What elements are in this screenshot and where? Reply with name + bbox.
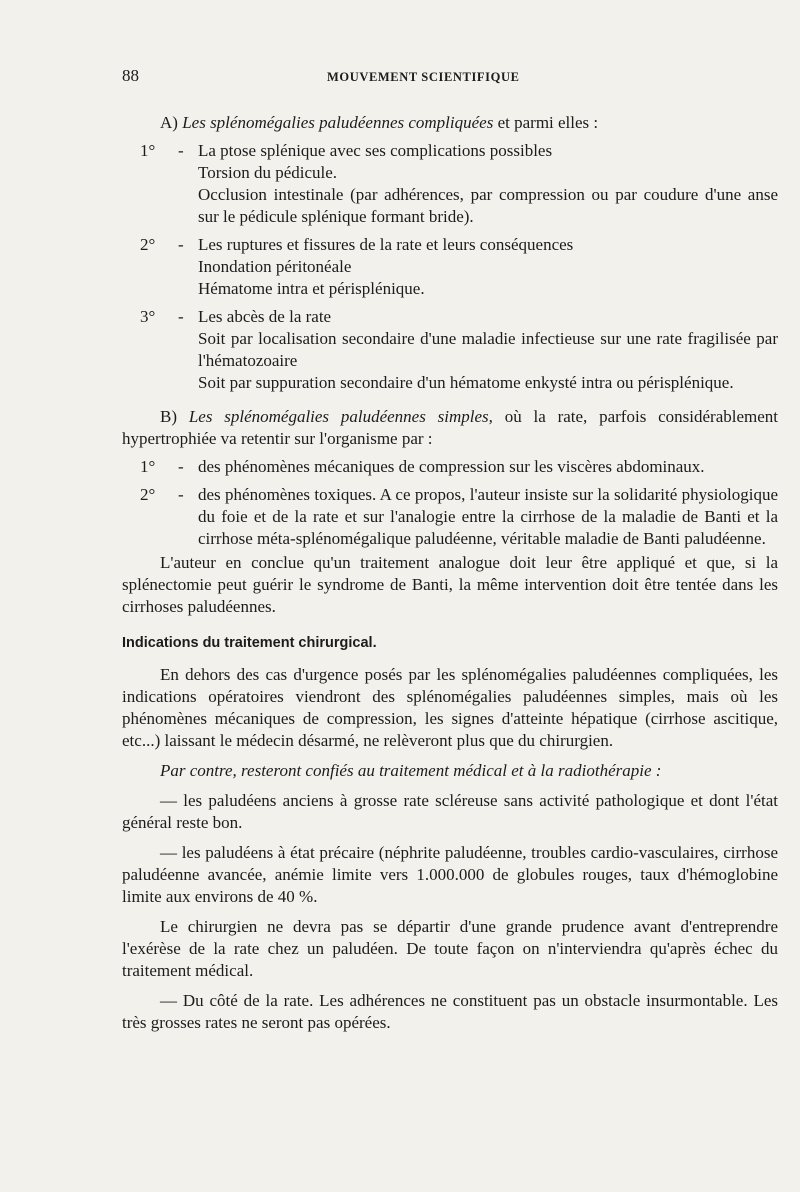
section-a-item-2 xyxy=(122,234,778,300)
paragraph-italic: Par contre, resteront confiés au traitement médical et à la radiothérapie : xyxy=(160,761,662,780)
section-b-item-2 xyxy=(122,484,778,550)
section-a-item-3 xyxy=(122,306,778,394)
section-b-title-rest: où la rate, parfois considérablement hypertrophiée va retentir sur l'organisme par : xyxy=(122,407,779,448)
item-line: La ptose splénique avec ses complications possibles xyxy=(198,141,553,160)
running-title: MOUVEMENT SCIENTIFIQUE xyxy=(327,70,520,84)
section-a-label: A) xyxy=(160,113,178,132)
section-a-title-italic: Les splénomégalies paludéennes compliquées xyxy=(182,113,494,132)
section-a-title xyxy=(122,112,778,134)
section-b-title-italic: Les splénomégalies paludéennes simples, xyxy=(188,407,493,426)
item-number: 2° xyxy=(140,485,156,504)
item-line: des phénomènes mécaniques de compression sur les viscères abdominaux. xyxy=(198,457,705,476)
section-b-item-1 xyxy=(122,456,778,478)
item-line: Hématome intra et périsplénique. xyxy=(198,279,425,298)
item-line: Soit par localisation secondaire d'une maladie infectieuse sur une rate fragilisée par l'hématozoaire xyxy=(198,329,778,370)
section-b-label: B) xyxy=(160,407,177,426)
item-dash: - xyxy=(178,485,184,504)
item-number: 3° xyxy=(140,307,156,326)
item-line: Les abcès de la rate xyxy=(198,307,332,326)
item-line: Les ruptures et fissures de la rate et leurs conséquences xyxy=(198,235,574,254)
section-b-title xyxy=(122,406,778,450)
section-a-title-rest: et parmi elles : xyxy=(493,113,599,132)
section-b-conclusion: L'auteur en conclue qu'un traitement analogue doit leur être appliqué et que, si la splénectomie peut guérir le syndrome de Banti, la même intervention doit être tentée dans les cirrhoses paludéennes. xyxy=(122,553,778,616)
paragraph: En dehors des cas d'urgence posés par les splénomégalies paludéennes compliquées, les indications opératoires viendront des splénomégalies paludéennes simples, mais où les phénomènes mécaniques de compression, les signes d'atteinte hépatique (cirrhose ascitique, etc...) laissant le médecin désarmé, ne relèveront plus que du chirurgien. xyxy=(122,665,778,750)
item-number: 1° xyxy=(140,141,156,160)
item-line: Inondation péritonéale xyxy=(198,257,352,276)
item-dash: - xyxy=(178,235,184,254)
item-number: 2° xyxy=(140,235,156,254)
paragraph: — les paludéens à état précaire (néphrite paludéenne, troubles cardio-vasculaires, cirrhose paludéenne avancée, anémie limite vers 1.000.000 de globules rouges, taux d'hémoglobine limite aux environs de 40 %. xyxy=(122,843,778,906)
item-number: 1° xyxy=(140,457,156,476)
paragraph: — Du côté de la rate. Les adhérences ne constituent pas un obstacle insurmontable. Les très grosses rates ne seront pas opérées. xyxy=(122,991,778,1032)
item-dash: - xyxy=(178,141,184,160)
page-number: 88 xyxy=(122,66,139,85)
item-line: des phénomènes toxiques. A ce propos, l'auteur insiste sur la solidarité physiologique du foie et de la rate et sur l'analogie entre la cirrhose de la maladie de Banti et la cirrhose méta-splénomégalique paludéenne, véritable maladie de Banti paludéenne. xyxy=(198,485,778,548)
item-line: Soit par suppuration secondaire d'un hématome enkysté intra ou périsplénique. xyxy=(198,373,734,392)
paragraph: — les paludéens anciens à grosse rate scléreuse sans activité pathologique et dont l'état général reste bon. xyxy=(122,791,778,832)
page-body xyxy=(122,110,778,1034)
page-header xyxy=(122,66,718,88)
section-a-item-1 xyxy=(122,140,778,228)
item-line: Occlusion intestinale (par adhérences, par compression ou par coudure d'une anse sur le pédicule splénique formant bride). xyxy=(198,185,778,226)
item-dash: - xyxy=(178,457,184,476)
item-dash: - xyxy=(178,307,184,326)
section-heading: Indications du traitement chirurgical. xyxy=(122,635,377,651)
item-line: Torsion du pédicule. xyxy=(198,163,338,182)
paragraph: Le chirurgien ne devra pas se départir d'une grande prudence avant d'entreprendre l'exérèse de la rate chez un paludéen. De toute façon on n'interviendra qu'après échec du traitement médical. xyxy=(122,917,778,980)
